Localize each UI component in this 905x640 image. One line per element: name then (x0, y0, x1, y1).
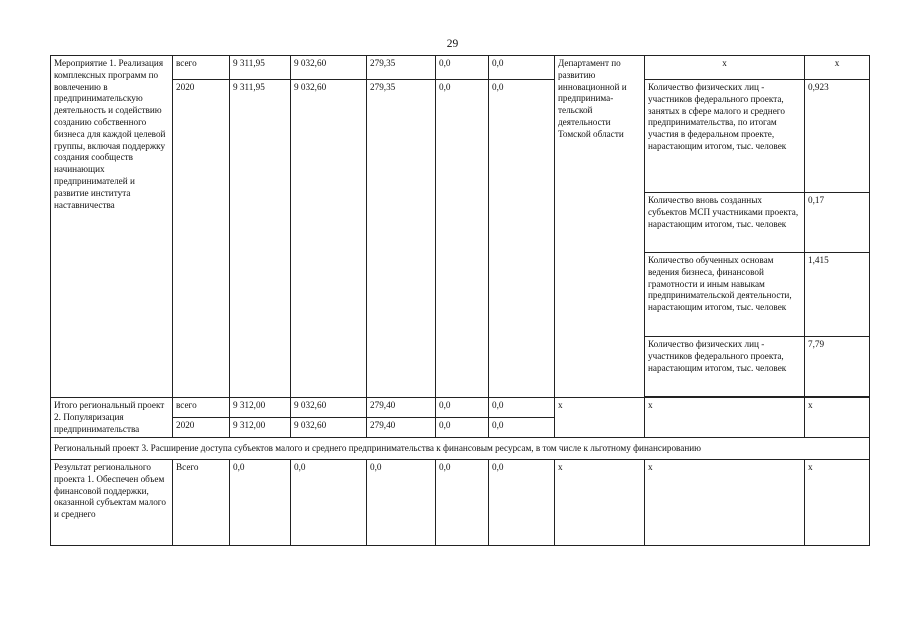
event1-row-total (51, 56, 870, 80)
result1-c3: 0,0 (436, 460, 489, 546)
project2-executor: х (555, 398, 645, 438)
event1-total-c4: 0,0 (489, 56, 555, 80)
event1-total-c3: 0,0 (436, 56, 489, 80)
indicator-2-value: 0,17 (805, 193, 870, 253)
project2-2020-c4: 0,0 (489, 418, 555, 438)
result1-total: 0,0 (230, 460, 291, 546)
event1-total-c1: 9 032,60 (291, 56, 367, 80)
project3-title: Региональный проект 3. Расширение доступа субъектов малого и среднего предпринимательства к финансовым ресурсам, в том числе к льготному финансированию (51, 438, 870, 460)
indicator-3-value: 1,415 (805, 253, 870, 337)
project2-total-c2: 279,40 (367, 398, 436, 418)
event1-2020-c2: 279,35 (367, 80, 436, 398)
event1-header-indicator: х (645, 56, 805, 80)
event1-2020-c4: 0,0 (489, 80, 555, 398)
result1-value: х (805, 460, 870, 546)
event1-executor: Департамент по развитию инновационной и предпринима-тельской деятельности Томской области (555, 56, 645, 398)
project2-name: Итого региональный проект 2. Популяризация предпринимательства (51, 398, 173, 438)
project2-value: х (805, 398, 870, 438)
project2-period-total: всего (173, 398, 230, 418)
project2-period-2020: 2020 (173, 418, 230, 438)
indicator-4-name: Количество физических лиц - участников федерального проекта, нарастающим итогом, тыс. человек (645, 337, 805, 397)
project2-total-c4: 0,0 (489, 398, 555, 418)
project2-2020-c1: 9 032,60 (291, 418, 367, 438)
indicator-1-name: Количество физических лиц - участников федерального проекта, занятых в сфере малого и среднего предпринимательства, по итогам участия в федеральном проекте, нарастающим итогом, тыс. человек (645, 80, 805, 193)
event1-total-sum: 9 311,95 (230, 56, 291, 80)
page-number: 29 (446, 38, 459, 50)
project2-total-c1: 9 032,60 (291, 398, 367, 418)
event1-2020-sum: 9 311,95 (230, 80, 291, 398)
project2-2020-c2: 279,40 (367, 418, 436, 438)
project2-total-c3: 0,0 (436, 398, 489, 418)
result1-executor: х (555, 460, 645, 546)
result1-c1: 0,0 (291, 460, 367, 546)
project2-2020-c3: 0,0 (436, 418, 489, 438)
indicator-3-name: Количество обученных основам ведения бизнеса, финансовой грамотности и иным навыкам предпринимательской деятельности, нарастающим итогом, тыс. человек (645, 253, 805, 337)
project2-row-total (51, 398, 870, 418)
event1-name: Мероприятие 1. Реализация комплексных программ по вовлечению в предпринимательскую деятельность и содействию созданию собственного бизнеса для каждой целевой группы, включая поддержку создания сообществ начинающих предпринимателей и развитие института наставничества (51, 56, 173, 398)
project3-section-row (51, 438, 870, 460)
event1-period-2020: 2020 (173, 80, 230, 398)
result1-name: Результат регионального проекта 1. Обеспечен объем финансовой поддержки, оказанной субъектам малого и среднего (51, 460, 173, 546)
program-table (50, 55, 870, 546)
indicator-2-name: Количество вновь созданных субъектов МСП участниками проекта, нарастающим итогом, тыс. человек (645, 193, 805, 253)
result1-indicator: х (645, 460, 805, 546)
result1-c2: 0,0 (367, 460, 436, 546)
event1-row-2020 (51, 80, 870, 193)
project2-total-sum: 9 312,00 (230, 398, 291, 418)
result1-row (51, 460, 870, 546)
event1-total-c2: 279,35 (367, 56, 436, 80)
result1-c4: 0,0 (489, 460, 555, 546)
event1-header-value: х (805, 56, 870, 80)
event1-2020-c1: 9 032,60 (291, 80, 367, 398)
event1-2020-c3: 0,0 (436, 80, 489, 398)
indicator-4-value: 7,79 (805, 337, 870, 397)
result1-period: Всего (173, 460, 230, 546)
project2-indicator: х (645, 398, 805, 438)
event1-period-total: всего (173, 56, 230, 80)
project2-2020-sum: 9 312,00 (230, 418, 291, 438)
indicator-1-value: 0,923 (805, 80, 870, 193)
